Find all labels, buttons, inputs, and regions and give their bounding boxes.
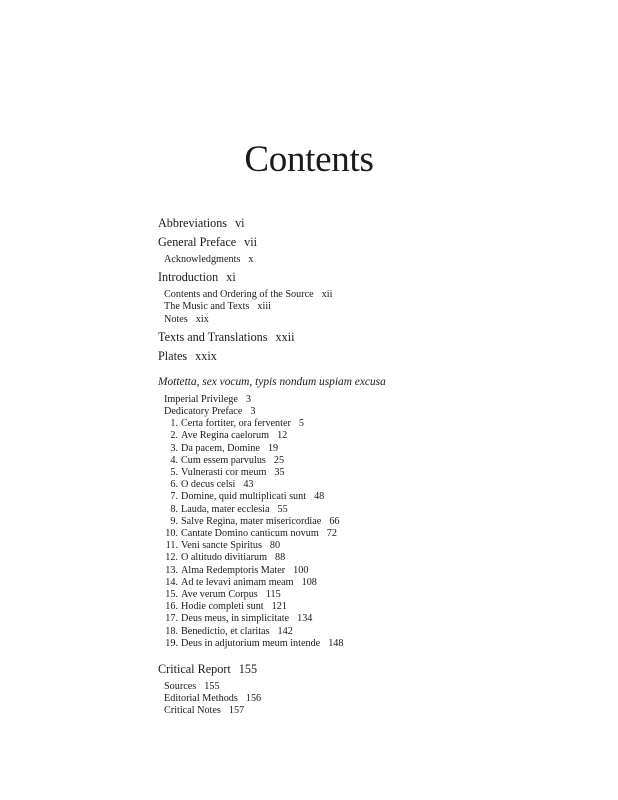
motet-entry[interactable]	[158, 479, 558, 491]
toc-entry-dedicatory-preface[interactable]	[158, 406, 558, 418]
motet-title: Ad te levavi animam meam	[181, 576, 294, 588]
motet-entry[interactable]	[158, 577, 558, 589]
toc-page-number: xix	[195, 313, 209, 325]
motet-title: Da pacem, Domine	[181, 442, 260, 454]
toc-page-number: 157	[228, 705, 245, 717]
toc-page-number: 43	[243, 479, 254, 491]
motet-number: 15.	[165, 589, 178, 601]
motet-title: O altitudo divitiarum	[181, 552, 268, 564]
motet-number: 3.	[170, 442, 178, 454]
toc-page-number: xiii	[257, 301, 271, 313]
toc-page-number: 134	[297, 613, 313, 625]
toc-entry-imperial-privilege[interactable]	[158, 394, 558, 406]
toc-page-number: 155	[204, 681, 220, 693]
toc-page-number: 100	[293, 564, 309, 576]
toc-entry-label: Introduction	[158, 270, 219, 285]
toc-page-number: 48	[314, 491, 325, 503]
motet-entry[interactable]	[158, 504, 558, 516]
toc-entry-plates[interactable]	[158, 348, 558, 365]
motet-entry[interactable]	[158, 418, 558, 430]
toc-entry-sources[interactable]	[158, 681, 558, 693]
toc-page-number: xi	[226, 270, 236, 285]
toc-entry-label: General Preface	[158, 235, 237, 249]
toc-entry-label: The Music and Texts	[164, 301, 250, 313]
toc-entry-label: Editorial Methods	[164, 693, 238, 705]
motet-title: Alma Redemptoris Mater	[181, 564, 286, 576]
toc-page-number: 35	[274, 467, 285, 479]
toc-page-number: 3	[250, 406, 256, 418]
toc-page-number: 3	[245, 393, 251, 405]
motet-title: Deus meus, in simplicitate	[181, 613, 290, 625]
motet-entry[interactable]	[158, 491, 558, 503]
page-title: Contents	[244, 139, 374, 180]
toc-entry-critical-notes[interactable]	[158, 705, 558, 717]
motet-number: 1.	[170, 418, 178, 430]
motet-entry[interactable]	[158, 540, 558, 552]
motet-title: Salve Regina, mater misericordiae	[181, 515, 322, 527]
toc-entry-editorial-methods[interactable]	[158, 693, 558, 705]
toc-page-number: 25	[273, 454, 285, 466]
motet-number: 10.	[165, 528, 178, 540]
toc-entry-label: Abbreviations	[158, 216, 228, 230]
toc-entry-notes[interactable]	[158, 314, 558, 326]
toc-entry-general-preface[interactable]	[158, 234, 558, 251]
motet-entry[interactable]	[158, 601, 558, 613]
motet-title: Veni sancte Spiritus	[181, 540, 262, 552]
table-of-contents	[158, 215, 558, 718]
motet-number: 11.	[165, 540, 178, 552]
motet-title: Ave Regina caelorum	[181, 430, 270, 442]
toc-entry-abbreviations[interactable]	[158, 215, 558, 232]
toc-page-number: 88	[275, 552, 286, 564]
collection-title: Mottetta, sex vocum, typis nondum uspiam excusa	[158, 375, 386, 388]
toc-page-number: 80	[269, 540, 281, 552]
motet-title: Cantate Domino canticum novum	[181, 528, 319, 540]
toc-entry-label: Notes	[164, 313, 188, 325]
toc-page-number: 72	[326, 528, 337, 540]
motet-title: Vulnerasti cor meum	[181, 467, 267, 479]
motet-number: 5.	[170, 467, 178, 479]
toc-entry-acknowledgments[interactable]	[158, 254, 558, 266]
toc-page-number: 155	[238, 662, 258, 677]
toc-entry-label: Critical Notes	[164, 705, 221, 717]
toc-entry-label: Imperial Privilege	[164, 393, 238, 405]
toc-page-number: xxii	[275, 329, 295, 344]
motet-number: 4.	[170, 454, 178, 466]
motet-title: O decus celsi	[181, 479, 236, 491]
motet-number: 16.	[165, 601, 178, 613]
motet-number: 2.	[170, 430, 178, 442]
motet-title: Benedictio, et claritas	[181, 625, 270, 637]
motet-entry[interactable]	[158, 455, 558, 467]
motet-entry[interactable]	[158, 589, 558, 601]
toc-page-number: x	[248, 254, 254, 265]
toc-page-number: 148	[328, 637, 344, 649]
toc-page-number: 121	[271, 601, 287, 613]
motet-title: Certa fortiter, ora ferventer	[181, 418, 291, 430]
motet-entry[interactable]	[158, 528, 558, 540]
toc-page-number: 142	[277, 625, 293, 637]
motet-number: 7.	[170, 491, 178, 503]
motet-entry[interactable]	[158, 552, 558, 564]
toc-entry-label: Acknowledgments	[164, 254, 241, 265]
motet-number: 12.	[165, 552, 178, 564]
toc-entry-music-texts[interactable]	[158, 301, 558, 313]
motet-number: 13.	[165, 564, 178, 576]
motet-entry[interactable]	[158, 613, 558, 625]
toc-entry-label: Dedicatory Preface	[164, 406, 243, 418]
motet-entry[interactable]	[158, 467, 558, 479]
toc-entry-contents-ordering[interactable]	[158, 289, 558, 301]
motet-title: Hodie completi sunt	[181, 601, 264, 613]
toc-page-number: vii	[244, 235, 258, 249]
motet-entry[interactable]	[158, 626, 558, 638]
motet-number: 6.	[170, 479, 178, 491]
toc-page-number: vi	[235, 216, 245, 230]
toc-page-number: 12	[277, 430, 288, 442]
motet-number: 17.	[165, 613, 178, 625]
toc-page-number: xxix	[195, 348, 217, 363]
toc-entry-texts-translations[interactable]	[158, 329, 558, 346]
motet-entry[interactable]	[158, 443, 558, 455]
motet-title: Lauda, mater ecclesia	[181, 503, 270, 515]
toc-page-number: 108	[301, 576, 317, 588]
motet-number: 18.	[165, 625, 178, 637]
motet-entry[interactable]	[158, 565, 558, 577]
motet-title: Cum essem parvulus	[181, 454, 266, 466]
toc-entry-introduction[interactable]	[158, 269, 558, 286]
motet-number: 14.	[165, 576, 178, 588]
toc-entry-critical-report[interactable]	[158, 661, 558, 678]
motet-entry[interactable]	[158, 516, 558, 528]
motet-list	[158, 418, 558, 650]
toc-entry-label: Sources	[164, 681, 197, 693]
motet-number: 8.	[170, 503, 178, 515]
toc-page-number: 115	[265, 589, 281, 601]
toc-page-number: 156	[245, 693, 262, 705]
toc-page-number: xii	[321, 289, 333, 301]
toc-page-number: 5	[298, 418, 304, 430]
motet-number: 19.	[165, 637, 178, 649]
toc-entry-label: Contents and Ordering of the Source	[164, 289, 314, 301]
toc-page-number: 66	[329, 515, 340, 527]
toc-entry-label: Critical Report	[158, 662, 231, 677]
motet-title: Domine, quid multiplicati sunt	[181, 491, 307, 503]
motet-entry[interactable]	[158, 430, 558, 442]
toc-page-number: 55	[277, 503, 288, 515]
toc-entry-label: Plates	[158, 348, 188, 363]
toc-page-number: 19	[267, 442, 279, 454]
motet-entry[interactable]	[158, 638, 558, 650]
motet-title: Ave verum Corpus	[181, 589, 258, 601]
motet-title: Deus in adjutorium meum intende	[181, 637, 321, 649]
toc-entry-label: Texts and Translations	[158, 329, 268, 344]
motet-number: 9.	[170, 515, 178, 527]
